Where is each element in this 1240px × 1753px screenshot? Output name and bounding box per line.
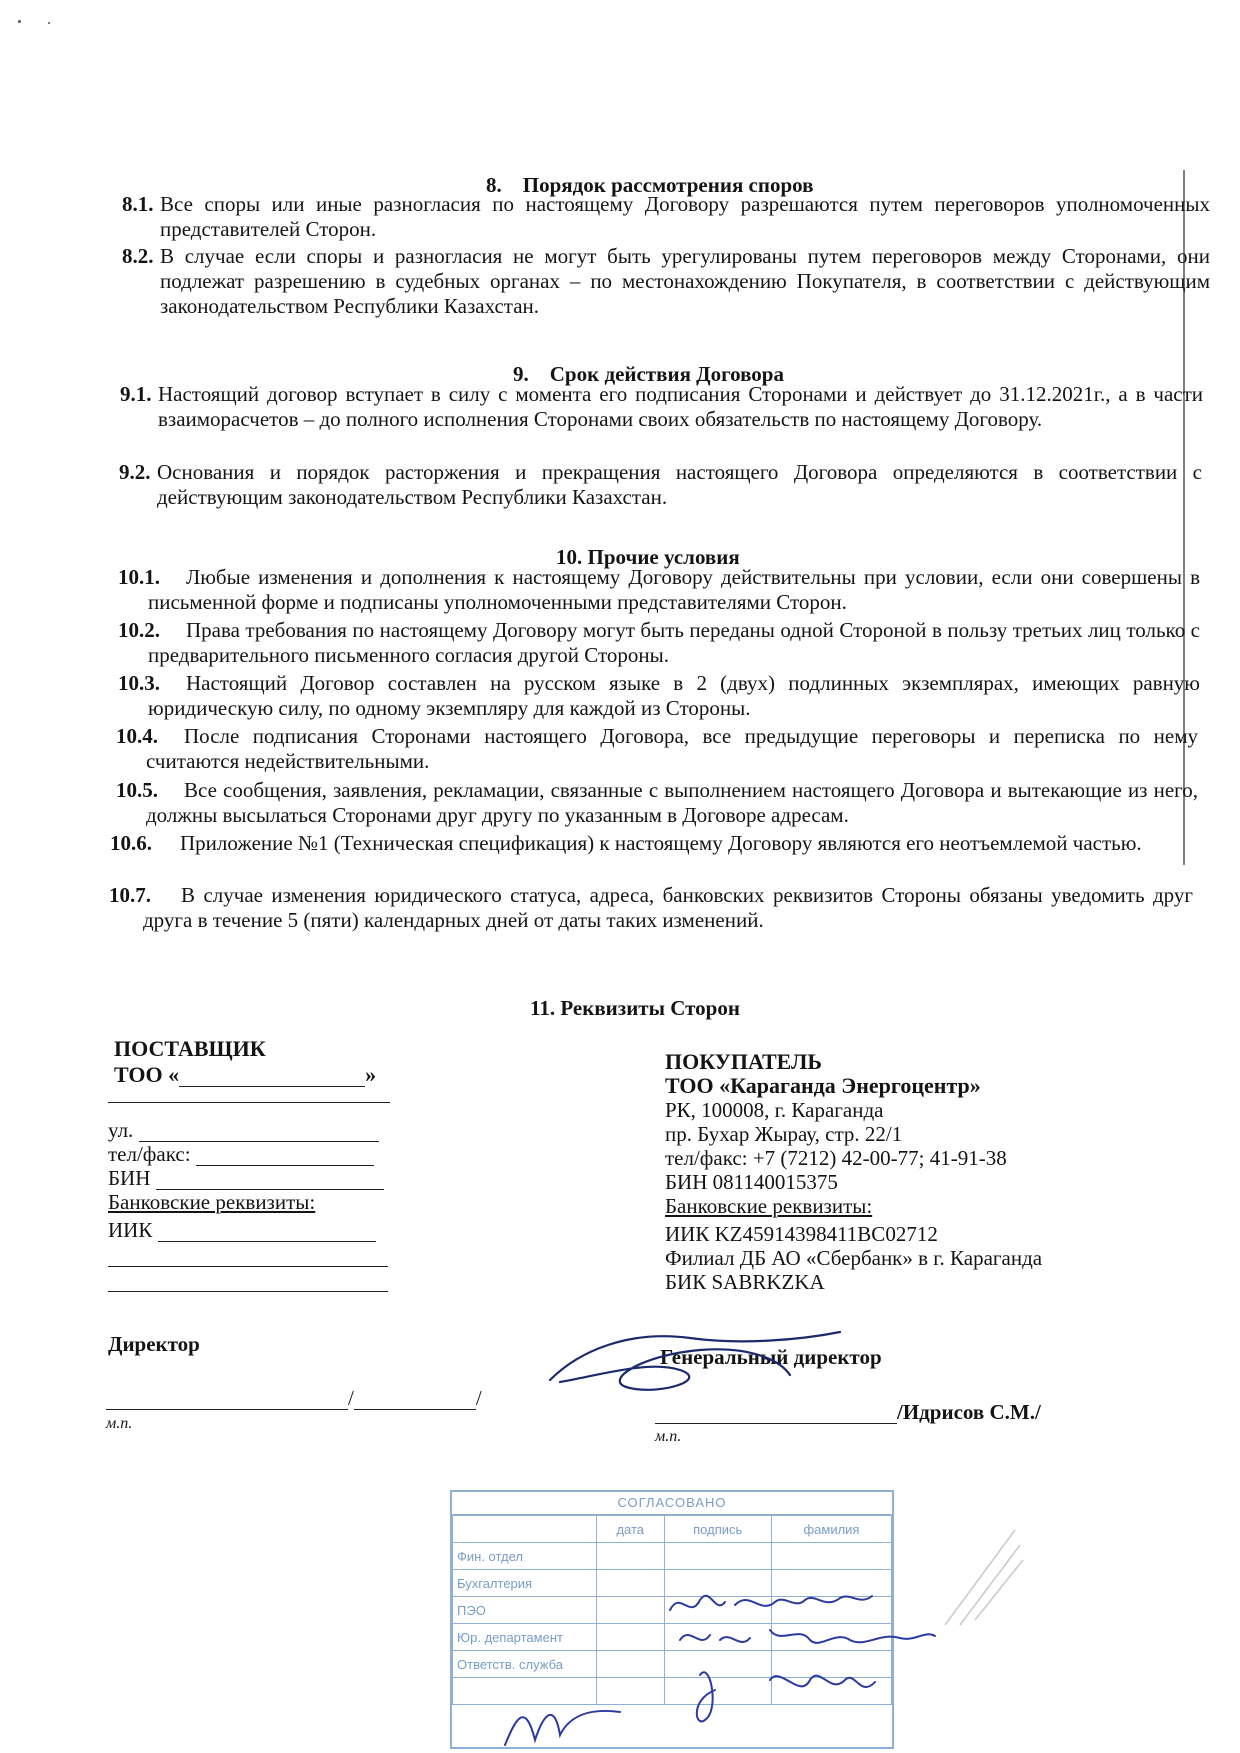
clause-number: 9.1. [120,382,152,406]
supplier-details [108,1112,388,1292]
section-8-title: 8. Порядок рассмотрения споров [486,173,814,197]
buyer-bank: Филиал ДБ АО «Сбербанк» в г. Караганда [665,1246,1043,1270]
buyer-position: Генеральный директор [660,1345,882,1369]
supplier-iik-label: ИИК [108,1218,153,1242]
stamp-cell [597,1543,665,1570]
buyer-signer-name: /Идрисов С.М./ [897,1400,1041,1424]
clause-number: 10.3. [118,671,160,695]
stamp-col-date: дата [597,1516,665,1543]
supplier-blank-line [108,1102,390,1103]
supplier-street [108,1118,388,1142]
approval-signature-bottom [500,1690,640,1750]
stamp-col-surname: фамилия [771,1516,891,1543]
scan-speck [48,22,50,24]
stamp-row-label: Ответств. служба [453,1651,597,1678]
supplier-iik [108,1218,388,1242]
stamp-row-label: ПЭО [453,1597,597,1624]
supplier-bin-label: БИН [108,1166,151,1190]
supplier-blank-line [108,1273,388,1292]
clause-10-7 [109,883,1193,933]
clause-10-4 [116,724,1198,774]
stamp-cell [597,1597,665,1624]
supplier-blank-line [108,1248,388,1267]
approval-handwriting [660,1580,960,1740]
clause-text: Все сообщения, заявления, рекламации, связанные с выполнением настоящего Договора и вытекающие из него, должны высылаться Сторонами друг другу по указанным в Договоре адресам. [146,778,1198,827]
clause-10-2 [118,618,1200,668]
supplier-phone [108,1142,388,1166]
supplier-iik-blank [158,1241,376,1242]
clause-8-2 [122,244,1210,319]
clause-text: Права требования по настоящему Договору могут быть переданы одной Стороной в пользу третьих лиц только с предварительного письменного согласия другой Стороны. [148,618,1200,667]
supplier-name-blank [354,1409,476,1410]
supplier-mp: м.п. [106,1415,133,1432]
stamp-row [453,1543,892,1570]
clause-text: Любые изменения и дополнения к настоящему Договору действительны при условии, если они совершены в письменной форме и подписаны уполномоченными представителями Сторон. [148,565,1200,614]
buyer-addr2: пр. Бухар Жырау, стр. 22/1 [665,1122,903,1146]
director-signature [540,1320,860,1410]
clause-text: Приложение №1 (Техническая спецификация) к настоящему Договору являются его неотъемлемой частью. [180,831,1142,855]
stamp-cell [771,1543,891,1570]
stamp-cell [597,1570,665,1597]
buyer-mp: м.п. [655,1428,682,1445]
clause-10-1 [118,565,1200,615]
supplier-signature-line: / / [106,1386,482,1410]
faint-pencil-mark [935,1520,1025,1630]
buyer-phone: тел/факс: +7 (7212) 42-00-77; 41-91-38 [665,1146,1007,1170]
section-11-title: 11. Реквизиты Сторон [530,996,740,1020]
buyer-bank-label: Банковские реквизиты: [665,1194,873,1218]
supplier-org-prefix: ТОО « [114,1062,180,1087]
clause-text: Все споры или иные разногласия по настоящему Договору разрешаются путем переговоров уполномоченных представителей Сторон. [160,192,1210,241]
clause-text: В случае если споры и разногласия не могут быть урегулированы путем переговоров между Сторонами, они подлежат разрешению в судебных органах – по местонахождению Покупателя, в соответствии с действующим законодательством Республики Казахстан. [160,244,1210,318]
section-10-title: 10. Прочие условия [556,545,740,569]
clause-number: 10.6. [110,831,152,855]
supplier-bin [108,1166,388,1190]
stamp-row-label: Бухгалтерия [453,1570,597,1597]
buyer-bin: БИН 081140015375 [665,1170,838,1194]
supplier-street-label: ул. [108,1118,134,1142]
clause-text: Основания и порядок расторжения и прекращения настоящего Договора определяются в соответствии с действующим законодательством Республики Казахстан. [157,460,1202,509]
supplier-block [114,1037,376,1087]
clause-number: 10.7. [109,883,151,907]
supplier-phone-label: тел/факс: [108,1142,191,1166]
clause-number: 10.4. [116,724,158,748]
buyer-sign-blank [655,1423,897,1424]
clause-text: В случае изменения юридического статуса, адреса, банковских реквизитов Стороны обязаны уведомить друг друга в течение 5 (пяти) календарных дней от даты таких изменений. [143,883,1193,932]
supplier-heading: ПОСТАВЩИК [114,1036,266,1061]
buyer-org: ТОО «Караганда Энергоцентр» [665,1073,981,1098]
supplier-sign-blank [106,1409,348,1410]
clause-10-3 [118,671,1200,721]
clause-9-1 [120,382,1203,432]
buyer-addr1: РК, 100008, г. Караганда [665,1098,884,1122]
supplier-org [114,1063,376,1087]
clause-text: После подписания Сторонами настоящего Договора, все предыдущие переговоры и переписка по нему считаются недействительными. [146,724,1198,773]
clause-9-2 [119,460,1202,510]
stamp-col-signature: подпись [664,1516,771,1543]
clause-number: 8.2. [122,244,154,268]
clause-8-1 [122,192,1210,242]
clause-number: 9.2. [119,460,151,484]
buyer-block [665,1050,1042,1294]
stamp-title: СОГЛАСОВАНО [452,1492,892,1515]
clause-number: 8.1. [122,192,154,216]
supplier-org-suffix: » [365,1062,377,1087]
stamp-cell [597,1624,665,1651]
clause-10-5 [116,778,1198,828]
supplier-director-label: Директор [108,1332,200,1356]
clause-number: 10.2. [118,618,160,642]
stamp-empty-cell [453,1516,597,1543]
clause-number: 10.1. [118,565,160,589]
supplier-bank-label: Банковские реквизиты: [108,1190,316,1214]
stamp-cell [597,1651,665,1678]
stamp-row-label: Юр. департамент [453,1624,597,1651]
buyer-heading: ПОКУПАТЕЛЬ [665,1049,822,1074]
clause-number: 10.5. [116,778,158,802]
stamp-row-label: Фин. отдел [453,1543,597,1570]
clause-10-6 [110,831,1195,856]
stamp-cell [664,1543,771,1570]
stamp-header-row [453,1516,892,1543]
buyer-iik: ИИК KZ45914398411BC02712 [665,1222,938,1246]
scan-speck [18,20,21,23]
section-9-title: 9. Срок действия Договора [513,362,784,386]
clause-text: Настоящий договор вступает в силу с момента его подписания Сторонами и действует до 31.12.2021г., а в части взаиморасчетов – до полного исполнения Сторонами своих обязательств по настоящему Договору. [158,382,1203,431]
supplier-org-blank [179,1086,365,1087]
buyer-bik: БИК SABRKZKA [665,1270,825,1294]
clause-text: Настоящий Договор составлен на русском языке в 2 (двух) подлинных экземплярах, имеющих равную юридическую силу, по одному экземпляру для каждой из Стороны. [148,671,1200,720]
